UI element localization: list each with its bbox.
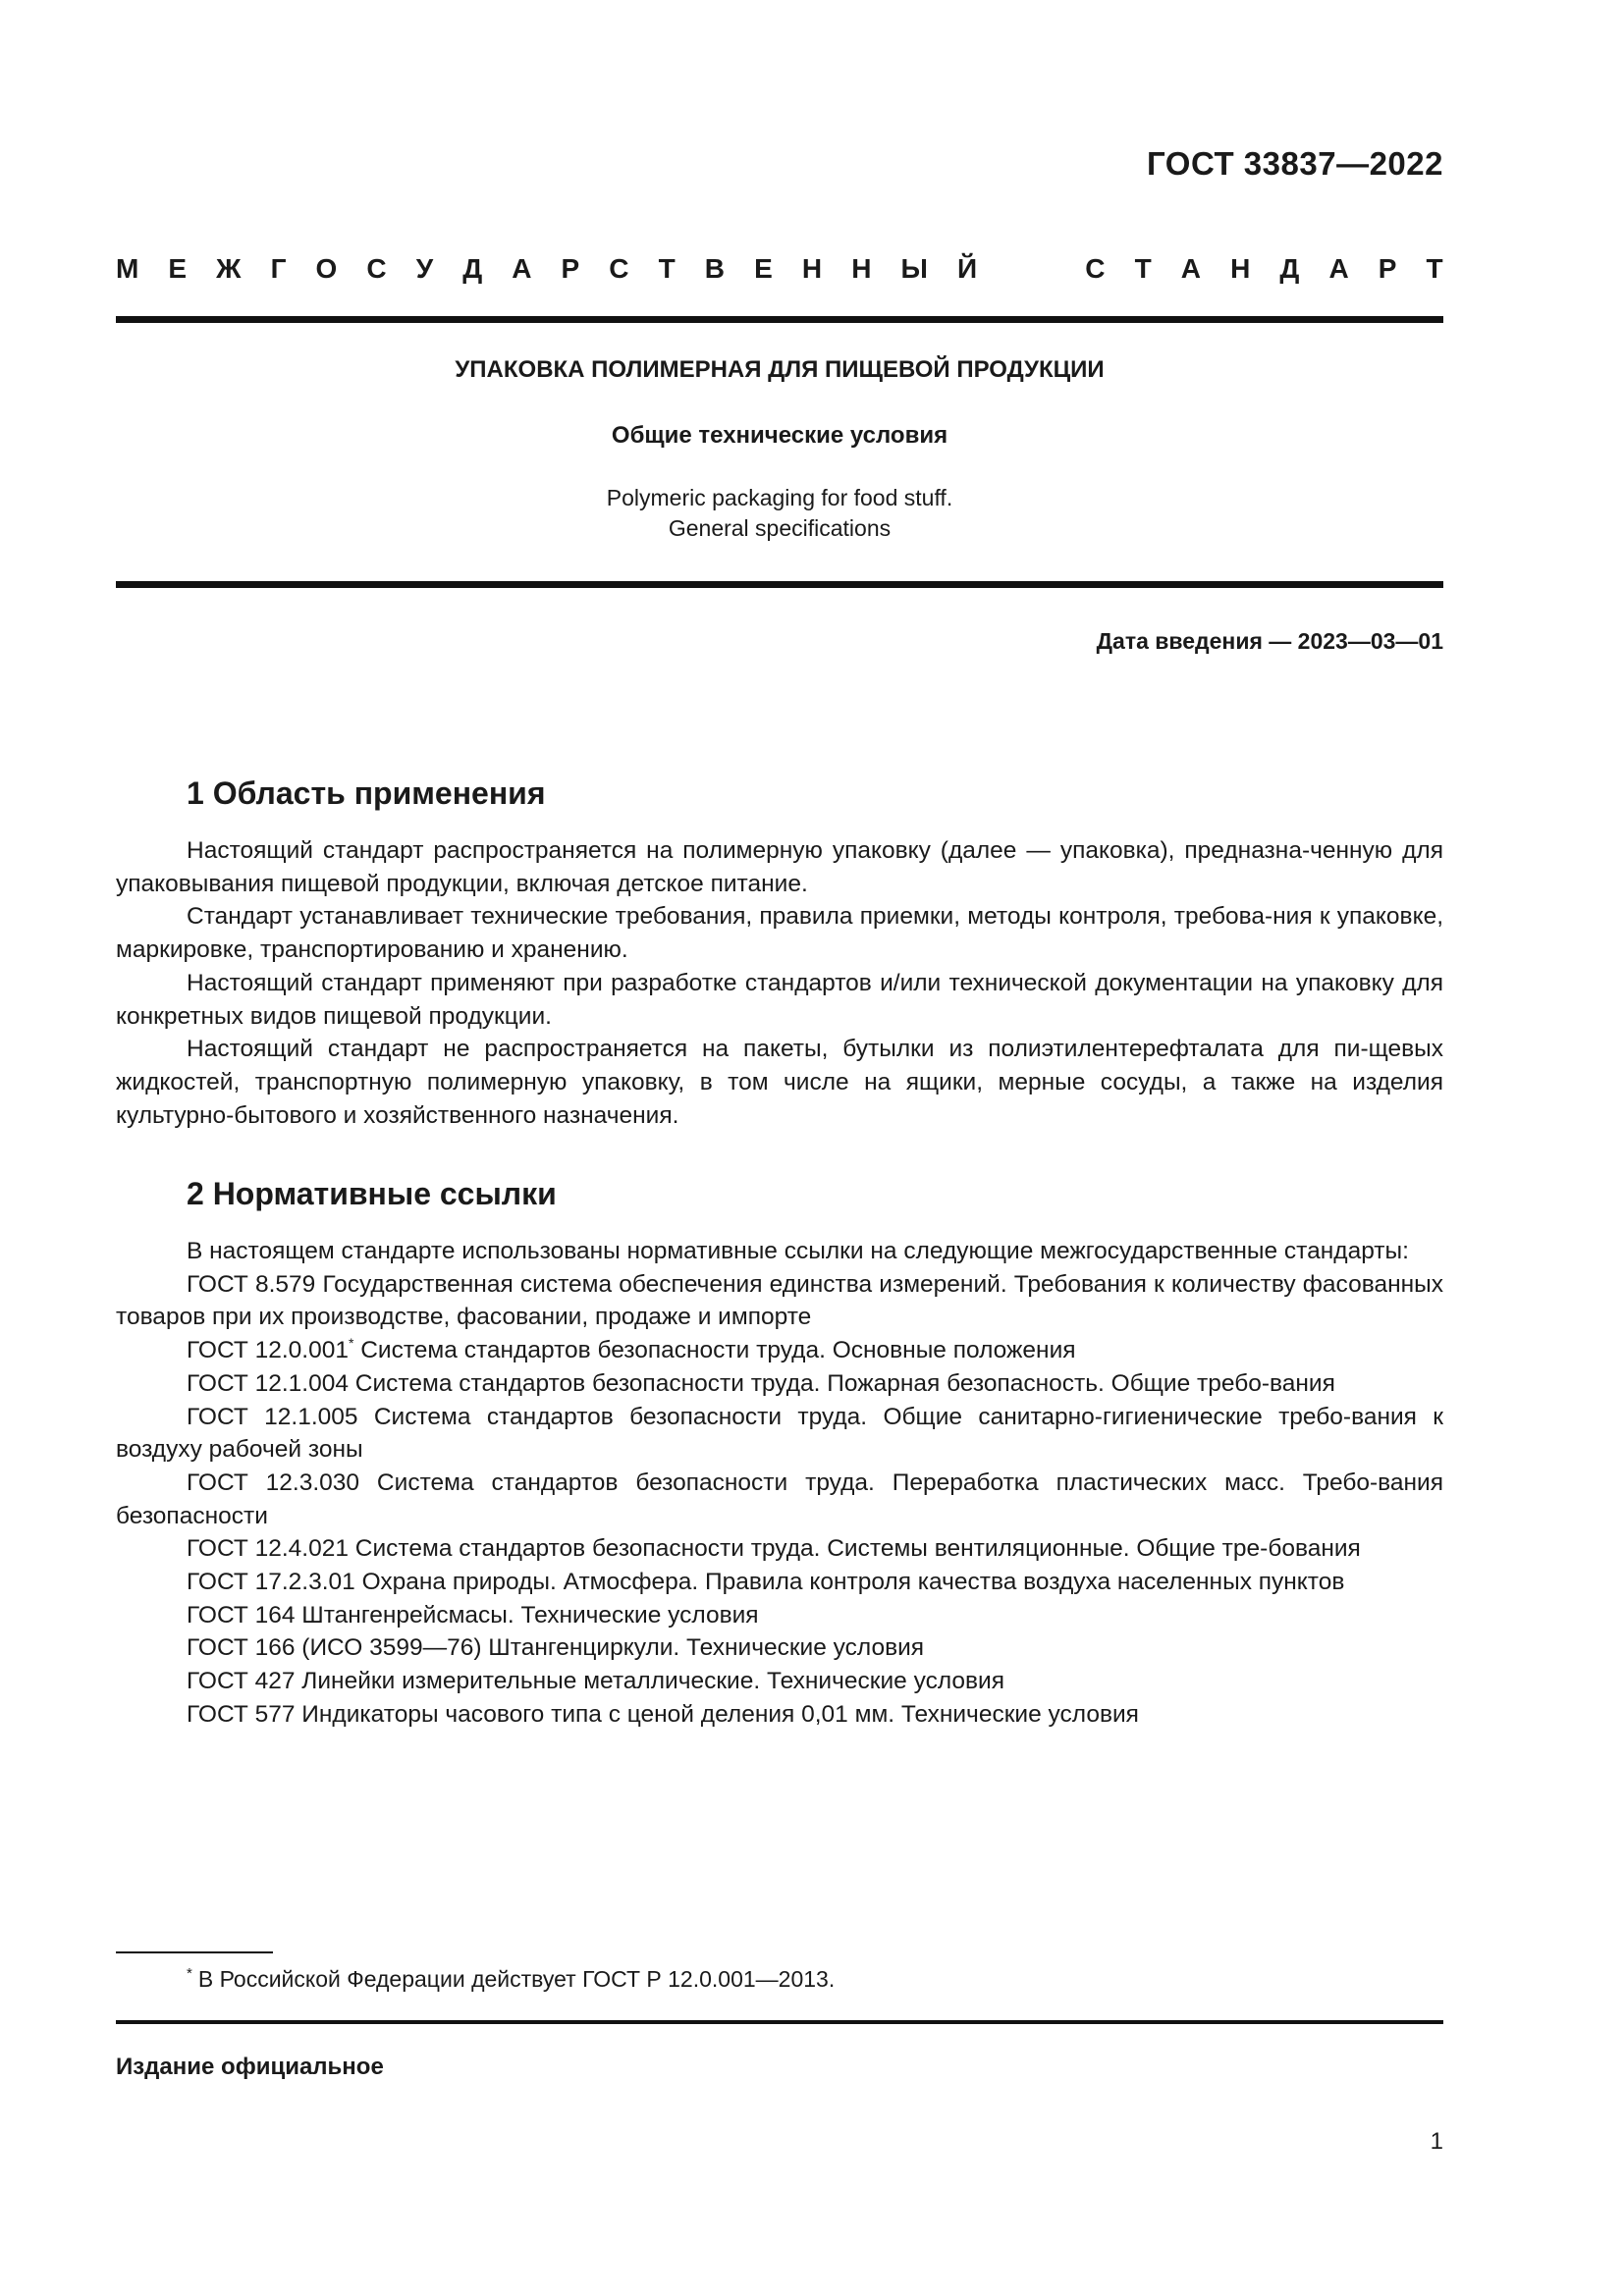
reference-item: ГОСТ 17.2.3.01 Охрана природы. Атмосфера. Правила контроля качества воздуха населенных пунктов bbox=[187, 1569, 1345, 1596]
banner-letter: Е bbox=[168, 253, 188, 284]
reference-item: ГОСТ 577 Индикаторы часового типа с ценой деления 0,01 мм. Технические условия bbox=[187, 1700, 1139, 1728]
banner-letter: У bbox=[415, 253, 434, 284]
gost-number: ГОСТ 33837—2022 bbox=[1147, 145, 1443, 182]
banner-letter: Ы bbox=[900, 253, 928, 284]
banner-letter: Г bbox=[270, 253, 287, 284]
header-divider bbox=[116, 316, 1443, 323]
banner-letter: С bbox=[366, 253, 387, 284]
banner-word-gap bbox=[1006, 253, 1056, 285]
banner-letter: М bbox=[116, 253, 139, 284]
banner-letter: Р bbox=[561, 253, 580, 284]
paragraph: Настоящий стандарт применяют при разработке стандартов и/или технической документации на упаковку для конкретных видов пищевой продукции. bbox=[116, 969, 1443, 1030]
reference-item: ГОСТ 12.4.021 Система стандартов безопасности труда. Системы вентиляционные. Общие тре-бования bbox=[187, 1535, 1361, 1563]
banner-letter: Ж bbox=[216, 253, 242, 284]
footer-divider bbox=[116, 2020, 1443, 2024]
banner-letter: С bbox=[609, 253, 629, 284]
reference-item: ГОСТ 427 Линейки измерительные металлические. Технические условия bbox=[187, 1668, 1004, 1695]
reference-item: ГОСТ 12.1.004 Система стандартов безопасности труда. Пожарная безопасность. Общие требо-вания bbox=[187, 1369, 1335, 1397]
banner-letter: Р bbox=[1378, 253, 1397, 284]
english-title bbox=[116, 483, 1443, 544]
banner-letter: Й bbox=[957, 253, 978, 284]
section-2-heading: 2 Нормативные ссылки bbox=[187, 1176, 557, 1211]
introduction-date: Дата введения — 2023—03—01 bbox=[1096, 628, 1443, 654]
reference-item bbox=[116, 1334, 1443, 1367]
banner-letter: Н bbox=[1230, 253, 1251, 284]
banner-letter: А bbox=[512, 253, 532, 284]
reference-item: ГОСТ 166 (ИСО 3599—76) Штангенциркули. Технические условия bbox=[187, 1634, 925, 1662]
section-1-body bbox=[116, 834, 1443, 1132]
banner-letter: О bbox=[315, 253, 338, 284]
paragraph: Стандарт устанавливает технические требования, правила приемки, методы контроля, требова-ния к упаковке, маркировке, транспортированию и хранению. bbox=[116, 903, 1443, 964]
banner-letter: Н bbox=[851, 253, 872, 284]
footnote bbox=[187, 1965, 835, 1993]
banner-letter: Т bbox=[1134, 253, 1152, 284]
reference-item: ГОСТ 164 Штангенрейсмасы. Технические условия bbox=[187, 1601, 759, 1629]
document-subtitle: Общие технические условия bbox=[611, 422, 948, 449]
footnote-mark: * bbox=[187, 1965, 192, 1982]
reference-item: ГОСТ 12.3.030 Система стандартов безопасности труда. Переработка пластических масс. Требо-вания безопасности bbox=[116, 1468, 1443, 1529]
document-title: УПАКОВКА ПОЛИМЕРНАЯ ДЛЯ ПИЩЕВОЙ ПРОДУКЦИИ bbox=[455, 356, 1105, 383]
paragraph: Настоящий стандарт распространяется на полимерную упаковку (далее — упаковка), предназна-ченную для упаковывания пищевой продукции, включая детское питание. bbox=[116, 837, 1443, 897]
banner-letter: Т bbox=[658, 253, 676, 284]
footnote-separator bbox=[116, 1951, 273, 1953]
banner-letter: Д bbox=[462, 253, 483, 284]
paragraph: В настоящем стандарте использованы нормативные ссылки на следующие межгосударственные стандарты: bbox=[187, 1238, 1409, 1264]
section-1-heading: 1 Область применения bbox=[187, 775, 546, 811]
english-title-line: Polymeric packaging for food stuff. bbox=[606, 485, 953, 510]
banner-letter: Н bbox=[801, 253, 823, 284]
banner-letter: А bbox=[1180, 253, 1202, 284]
reference-code: ГОСТ 12.0.001 bbox=[187, 1337, 349, 1364]
banner-letter: А bbox=[1328, 253, 1349, 284]
banner-letter: Т bbox=[1426, 253, 1443, 284]
paragraph: Настоящий стандарт не распространяется на пакеты, бутылки из полиэтилентерефталата для пи-щевых жидкостей, транспортную полимерную упаковку, в том числе на ящики, мерные сосуды, а также на изделия культурно-бытового и хозяйственного назначения. bbox=[116, 1036, 1443, 1129]
footnote-text: В Российской Федерации действует ГОСТ Р 12.0.001—2013. bbox=[197, 1966, 836, 1992]
section-2-body bbox=[116, 1235, 1443, 1732]
banner-letter: Д bbox=[1279, 253, 1300, 284]
banner-letter: С bbox=[1085, 253, 1106, 284]
official-edition-label: Издание официальное bbox=[116, 2054, 384, 2080]
footnote-marker[interactable]: * bbox=[348, 1335, 354, 1352]
standard-type-banner bbox=[116, 253, 1443, 285]
title-divider bbox=[116, 581, 1443, 588]
banner-letter: В bbox=[704, 253, 726, 284]
reference-item: ГОСТ 12.1.005 Система стандартов безопасности труда. Общие санитарно-гигиенические требо-вания к воздуху рабочей зоны bbox=[116, 1403, 1443, 1464]
english-title-line: General specifications bbox=[668, 515, 892, 541]
page-number: 1 bbox=[1430, 2128, 1443, 2155]
reference-item: ГОСТ 8.579 Государственная система обеспечения единства измерений. Требования к количеству фасованных товаров при их производстве, фасовании, продаже и импорте bbox=[116, 1270, 1443, 1331]
reference-title: Система стандартов безопасности труда. Основные положения bbox=[353, 1337, 1076, 1364]
banner-letter: Е bbox=[754, 253, 773, 284]
